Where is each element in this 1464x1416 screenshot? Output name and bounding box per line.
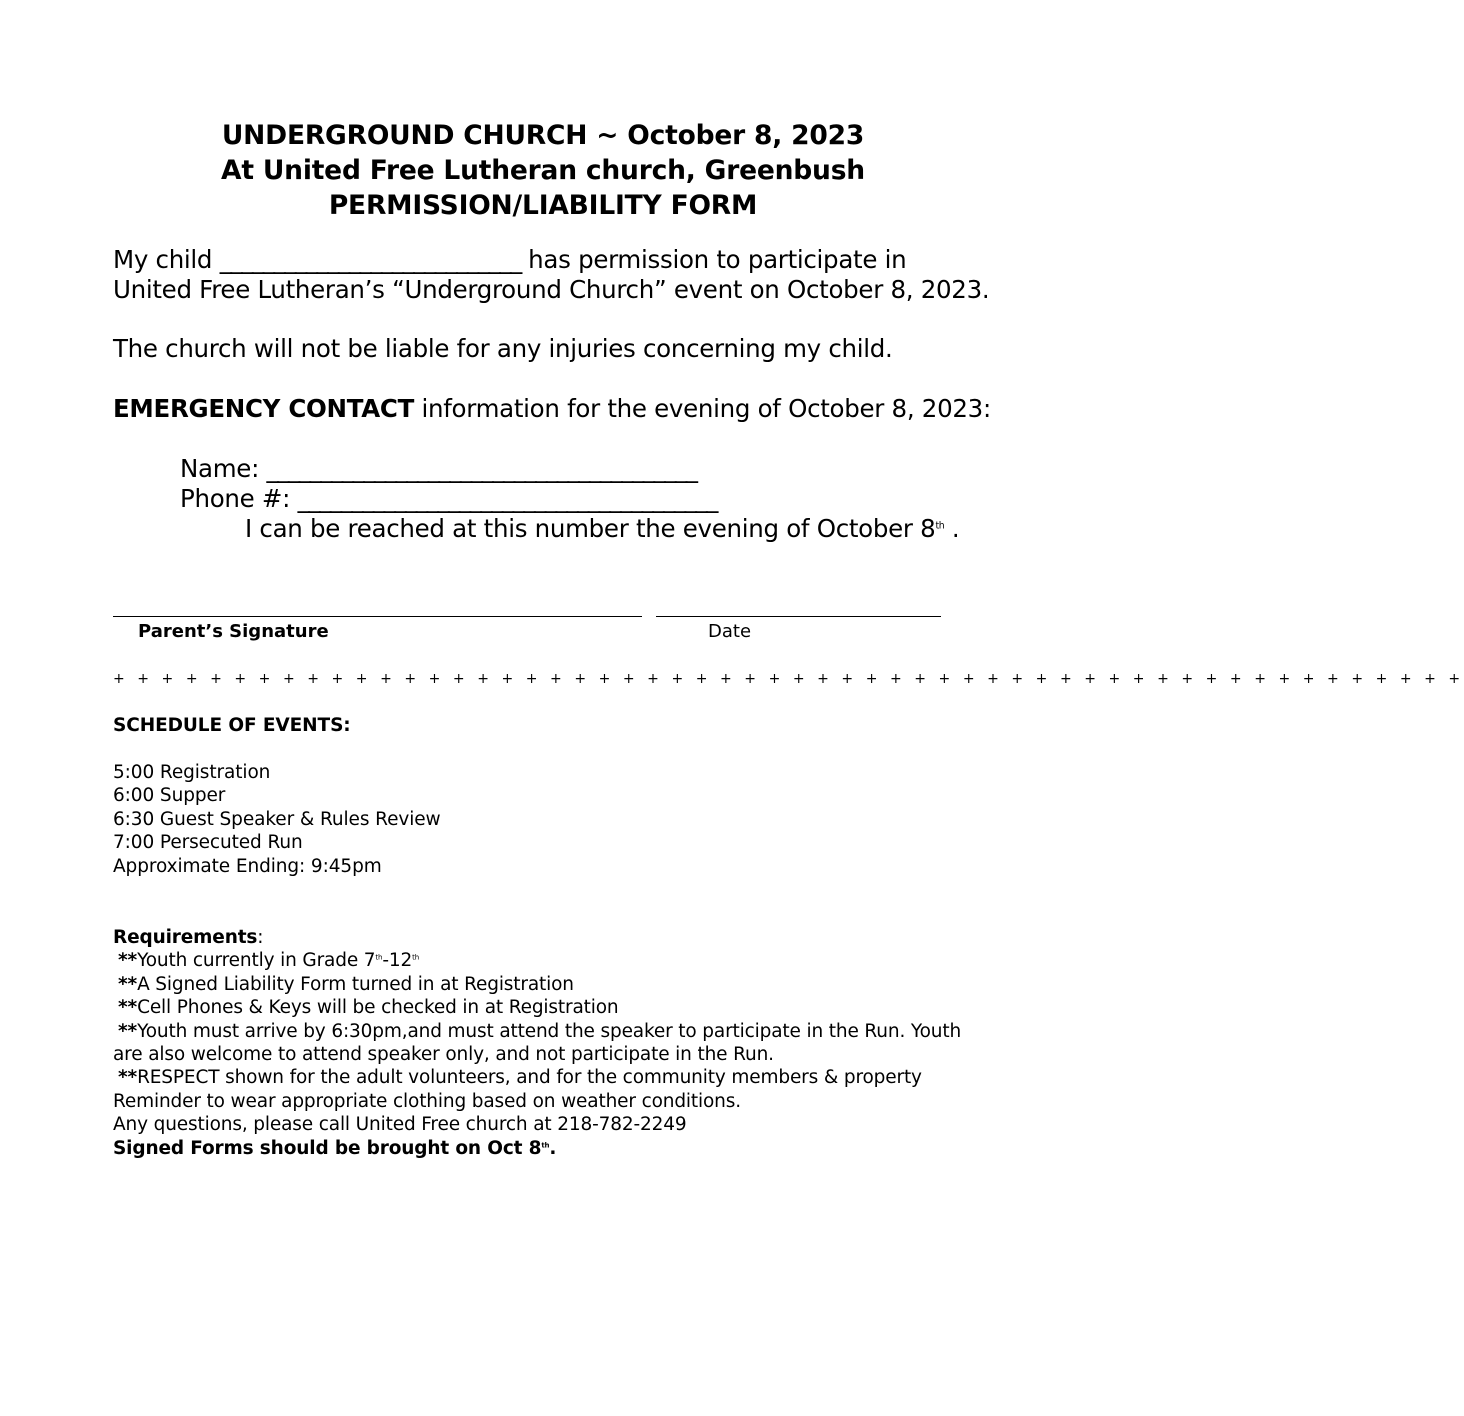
req-stars: ** xyxy=(118,1067,138,1089)
date-label: Date xyxy=(708,621,752,642)
schedule-item: 6:30 Guest Speaker & Rules Review xyxy=(113,808,441,830)
emergency-name-blank: ________________________________________ xyxy=(266,454,697,483)
emergency-contact-heading xyxy=(113,394,991,424)
req-grade-sup1: th xyxy=(375,953,383,963)
emergency-contact-label: EMERGENCY CONTACT xyxy=(113,394,414,423)
permission-suffix: has permission to participate in xyxy=(520,245,907,274)
requirement-grade xyxy=(113,949,983,972)
signed-forms-note xyxy=(113,1137,983,1160)
emergency-name-row xyxy=(180,454,697,484)
child-name-blank: ____________________________ xyxy=(219,245,521,274)
schedule-list xyxy=(113,761,441,878)
schedule-item: 7:00 Persecuted Run xyxy=(113,832,303,854)
requirements-heading-row xyxy=(113,926,983,949)
header-form-name: PERMISSION/LIABILITY FORM xyxy=(328,190,758,221)
requirement-liability-form xyxy=(113,973,983,996)
requirements-section xyxy=(113,926,983,1160)
requirements-heading: Requirements xyxy=(113,927,258,948)
signed-end: . xyxy=(549,1137,557,1159)
separator-row: + + + + + + + + + + + + + + + + + + + + + + + + + + + + + + + + + + + + + + + + + + + + + + + + + + + + + + + + xyxy=(113,671,1464,687)
emergency-name-label: Name: xyxy=(180,454,267,483)
schedule-item: Approximate Ending: 9:45pm xyxy=(113,855,382,877)
req-text: RESPECT shown for the adult volunteers, and for the community members & property xyxy=(137,1067,922,1089)
clothing-reminder: Reminder to wear appropriate clothing based on weather conditions. xyxy=(113,1090,741,1112)
date-line xyxy=(656,616,941,617)
emergency-phone-label: Phone #: xyxy=(180,484,298,513)
header-title: UNDERGROUND CHURCH ~ October 8, 2023 xyxy=(221,120,865,151)
req-stars: ** xyxy=(118,997,138,1019)
req-stars: ** xyxy=(118,973,138,995)
permission-line-2: United Free Lutheran’s “Underground Church” event on October 8, 2023. xyxy=(113,275,990,304)
req-text: A Signed Liability Form turned in at Registration xyxy=(137,973,574,995)
schedule-item: 5:00 Registration xyxy=(113,762,271,783)
req-grade-text: Youth currently in Grade 7 xyxy=(137,950,376,972)
requirement-respect xyxy=(113,1066,983,1089)
emergency-reach-statement xyxy=(245,514,959,544)
reach-text: I can be reached at this number the evening of October 8 xyxy=(245,514,936,543)
form-header xyxy=(0,118,1086,223)
liability-statement: The church will not be liable for any injuries concerning my child. xyxy=(113,334,893,363)
requirement-arrival-cont: are also welcome to attend speaker only, and not participate in the Run. xyxy=(113,1044,774,1066)
questions-contact: Any questions, please call United Free church at 218-782-2249 xyxy=(113,1114,687,1136)
req-grade-sup2: th xyxy=(412,953,420,963)
reach-sup: th xyxy=(935,520,945,532)
req-text: Cell Phones & Keys will be checked in at Registration xyxy=(137,997,619,1019)
requirement-phones-keys xyxy=(113,996,983,1019)
requirement-arrival xyxy=(113,1020,983,1043)
req-grade-mid: -12 xyxy=(382,950,413,972)
emergency-phone-row xyxy=(180,484,717,514)
emergency-contact-rest: information for the evening of October 8, 2023: xyxy=(414,394,991,423)
signed-sup: th xyxy=(541,1140,550,1150)
parent-signature-label: Parent’s Signature xyxy=(138,621,329,642)
schedule-heading: SCHEDULE OF EVENTS: xyxy=(113,715,351,736)
schedule-item: 6:00 Supper xyxy=(113,785,226,807)
req-text: Youth must arrive by 6:30pm,and must attend the speaker to participate in the Run. Youth xyxy=(137,1020,962,1042)
reach-end: . xyxy=(944,514,960,543)
signed-text: Signed Forms should be brought on Oct 8 xyxy=(113,1137,542,1159)
requirements-colon: : xyxy=(257,927,264,948)
req-stars: ** xyxy=(118,950,138,972)
parent-signature-line xyxy=(113,616,642,617)
permission-statement xyxy=(113,245,989,305)
header-location: At United Free Lutheran church, Greenbush xyxy=(221,155,865,186)
req-stars: ** xyxy=(118,1020,138,1042)
permission-prefix: My child xyxy=(113,245,220,274)
emergency-phone-blank: _______________________________________ xyxy=(297,484,717,513)
